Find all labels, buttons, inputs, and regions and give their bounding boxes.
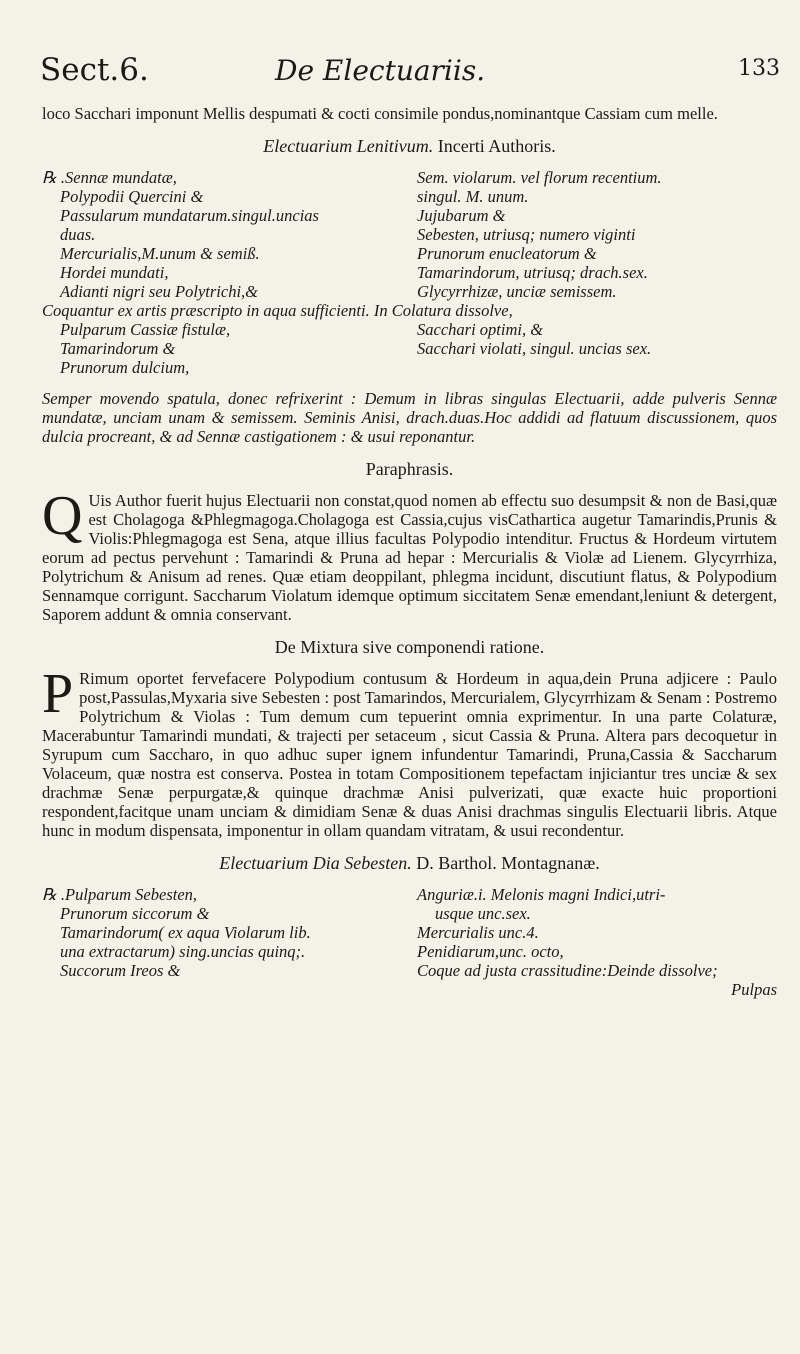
- recipe-line: Polypodii Quercini &: [60, 187, 204, 206]
- recipe-line: usque unc.sex.: [435, 904, 531, 923]
- electuary1-author: Incerti Authoris.: [437, 136, 556, 156]
- running-title: De Electuariis.: [275, 54, 486, 87]
- recipe-line: singul. M. unum.: [417, 187, 529, 206]
- recipe2-right-column: [417, 885, 777, 980]
- recipe-line: Hordei mundati,: [60, 263, 169, 282]
- recipe1-second-columns: [42, 320, 777, 377]
- recipe-line: Glycyrrhizæ, unciæ semissem.: [417, 282, 617, 301]
- recipe-line: Sacchari violati, singul. uncias sex.: [417, 339, 652, 358]
- electuary1-closing: Semper movendo spatula, donec refrixerint : Demum in libras singulas Electuarii, adde pulveris Sennæ mundatæ, unciam unam & semissem. Seminis Anisi, drach.duas.Hoc addidi ad flatuum discussionem, quos dulcia procreant, & ad Sennæ castigationem : & usui reponantur.: [42, 389, 777, 446]
- recipe-line: una extractarum) sing.uncias quinq;.: [60, 942, 306, 961]
- recipe-line: Tamarindorum &: [60, 339, 176, 358]
- recipe-line: Prunorum siccorum &: [60, 904, 210, 923]
- recipe-line: Sebesten, utriusq; numero viginti: [417, 225, 636, 244]
- recipe-line: Pulparum Cassiæ fistulæ,: [60, 320, 231, 339]
- dropcap: P: [42, 663, 74, 725]
- page-body: [42, 104, 777, 999]
- recipe1-columns: [42, 168, 777, 301]
- recipe-line: Jujubarum &: [417, 206, 506, 225]
- page-number: 133: [738, 56, 780, 81]
- mixtura-text: Rimum oportet fervefacere Polypodium contusum & Hordeum in aqua,dein Pruna adjicere : Paulo post,Passulas,Myxaria sive Sebesten : post Tamarindos, Mercurialem, Glycyrrhizam & Senam : Postremo Polytrichum & Violas : Tum demum cum tepuerint omnia exprimentur. In una parte Colaturæ, Macerabuntur Tamarindi mundati, & trajecti per setaceum , sicut Cassia & Pruna. Altera pars decoquetur in Syrupum cum Saccharo, in quo adhuc super ignem infundentur Tamarindi, Pruna,Cassia & Saccharum Volaceum, quæ nostra est conserva. Postea in totam Compositionem tepefactam injiciantur tres unciæ & sex drachmæ Senæ perpurgatæ,& quinque drachmæ Anisi pulverizati, quæ exacte huic proportioni respondent,facitque unam unciam & dimidiam Senæ & duas Anisi drachmas singulis Electuarii libris. Atque hunc in modum dispensata, imponentur in ollam quandam vitratam, & usui recondentur.: [42, 669, 777, 840]
- electuary1-title: Electuarium Lenitivum.: [263, 136, 434, 156]
- recipe-line: ℞ .Pulparum Sebesten,: [42, 885, 198, 904]
- recipe1-second-right: [417, 320, 777, 377]
- recipe-line: Tamarindorum( ex aqua Violarum lib.: [60, 923, 311, 942]
- electuary2-author: D. Barthol. Montagnanæ.: [416, 853, 600, 873]
- recipe-line: Adianti nigri seu Polytrichi,&: [60, 282, 258, 301]
- recipe-line: Anguriæ.i. Melonis magni Indici,utri-: [417, 885, 666, 904]
- dropcap: Q: [42, 485, 83, 547]
- recipe2-left-column: [42, 885, 402, 980]
- recipe-line: Tamarindorum, utriusq; drach.sex.: [417, 263, 648, 282]
- recipe-line: Mercurialis,M.unum & semiß.: [60, 244, 260, 263]
- recipe-line: Succorum Ireos &: [60, 961, 181, 980]
- recipe1-left-column: [42, 168, 402, 301]
- recipe-line: Passularum mundatarum.singul.uncias: [60, 206, 319, 225]
- electuary2-title: Electuarium Dia Sebesten.: [219, 853, 412, 873]
- catchword: Pulpas: [731, 980, 777, 999]
- electuary2-heading: [42, 854, 777, 873]
- recipe-line: Sem. violarum. vel florum recentium.: [417, 168, 662, 187]
- recipe-line: Mercurialis unc.4.: [417, 923, 539, 942]
- paraphrasis-paragraph: [42, 485, 777, 624]
- recipe1-second-left: [42, 320, 402, 377]
- recipe-line: Prunorum enucleatorum &: [417, 244, 597, 263]
- paraphrasis-text: Uis Author fuerit hujus Electuarii non constat,quod nomen ab effectu suo desumpsit & non de Basi,quæ est Cholagoga &Phlegmagoga.Cholagoga est Cassia,cujus visCathartica augetur Tamarindis,Prunis & Violis:Phlegmagoga est Sena, atque illius facultas Polypodio intenditur. Fructus & Hordeum virtutem eorum ad pectus pervehunt : Tamarindi & Pruna ad hepar : Mercurialis & Violæ ad Lienem. Glycyrrhiza, Polytrichum & Anisum ad renes. Quæ etiam deoppilant, phlegma incidunt, discutiunt flatus, & Polypodium Sennamque corrigunt. Saccharum Violatum idemque optimum siccitatem Senæ emendant,leniunt & detergent, Saporem addunt & omnia conservant.: [42, 491, 777, 624]
- paraphrasis-heading: Paraphrasis.: [365, 459, 454, 479]
- recipe-line: Prunorum dulcium,: [60, 358, 190, 377]
- recipe-line: Coque ad justa crassitudine:Deinde dissolve;: [417, 961, 718, 980]
- recipe1-right-column: [417, 168, 777, 301]
- coquantur-line: Coquantur ex artis præscripto in aqua sufficienti. In Colatura dissolve,: [42, 301, 513, 320]
- mixtura-paragraph: [42, 663, 777, 840]
- recipe-line: ℞ .Sennæ mundatæ,: [42, 168, 177, 187]
- recipe2-columns: [42, 885, 777, 980]
- running-header: [40, 52, 780, 92]
- recipe-line: duas.: [60, 225, 96, 244]
- recipe-line: Penidiarum,unc. octo,: [417, 942, 564, 961]
- section-label: Sect.6.: [40, 52, 149, 88]
- recipe-line: Sacchari optimi, &: [417, 320, 544, 339]
- electuary1-heading: [42, 137, 777, 156]
- mixtura-heading: De Mixtura sive componendi ratione.: [274, 637, 545, 657]
- intro-paragraph: loco Sacchari imponunt Mellis despumati & cocti consimile pondus,nominantque Cassiam cum melle.: [42, 104, 718, 123]
